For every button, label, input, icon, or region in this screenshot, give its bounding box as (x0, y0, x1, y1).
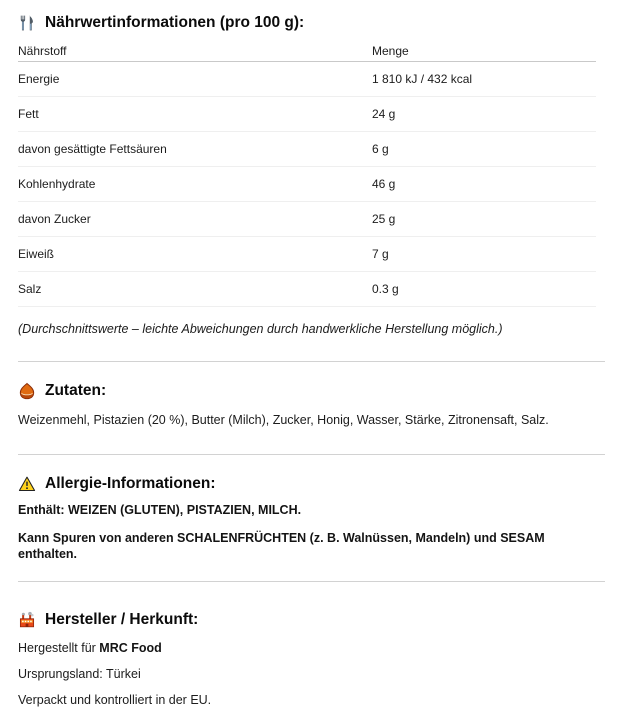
allergy-traces-line: Kann Spuren von anderen SCHALENFRÜCHTEN (z. B. Walnüssen, Mandeln) und SESAM enthalten. (18, 531, 545, 561)
nutrient-amount: 46 g (372, 177, 396, 191)
table-row-gesaettigte-fettsaeuren (18, 132, 596, 167)
allergy-section-title (18, 473, 605, 494)
ingredients-title-text: Zutaten: (45, 382, 107, 399)
ingredients-section-title (18, 380, 605, 401)
nutrient-name: Fett (18, 107, 39, 121)
manufacturer-title-text: Hersteller / Herkunft: (45, 611, 199, 628)
table-row-kohlenhydrate (18, 167, 596, 202)
nutrient-name: Kohlenhydrate (18, 177, 96, 191)
made-for-prefix: Hergestellt für (18, 641, 100, 655)
chestnut-icon (18, 382, 36, 400)
nutrient-name: Salz (18, 282, 42, 296)
ingredients-list-text: Weizenmehl, Pistazien (20 %), Butter (Milch), Zucker, Honig, Wasser, Stärke, Zitronensaft, Salz. (18, 413, 549, 427)
warning-triangle-icon (18, 475, 36, 493)
allergy-contains-line: Enthält: WEIZEN (GLUTEN), PISTAZIEN, MILCH. (18, 503, 302, 517)
table-row-zucker (18, 202, 596, 237)
packed-in-eu-line: Verpackt und kontrolliert in der EU. (18, 693, 212, 707)
made-for-brand: MRC Food (99, 641, 162, 655)
allergy-title-text: Allergie-Informationen: (45, 475, 216, 492)
column-header-nutrient: Nährstoff (18, 43, 67, 58)
section-divider (18, 454, 605, 455)
nutrient-name: Eiweiß (18, 247, 55, 261)
factory-icon (18, 611, 36, 629)
section-divider (18, 581, 605, 582)
averages-disclaimer-note: (Durchschnittswerte – leichte Abweichungen durch handwerkliche Herstellung möglich.) (18, 322, 503, 336)
manufacturer-section (18, 609, 605, 708)
column-header-amount: Menge (372, 43, 409, 58)
section-divider (18, 361, 605, 362)
table-row-energie (18, 62, 596, 97)
nutrition-table (18, 40, 596, 307)
manufacturer-section-title (18, 609, 605, 630)
nutrient-name: davon Zucker (18, 212, 91, 226)
origin-country-line: Ursprungsland: Türkei (18, 667, 141, 681)
nutrient-amount: 6 g (372, 142, 389, 156)
allergy-section (18, 473, 605, 562)
table-row-eiweiss (18, 237, 596, 272)
nutrient-name: davon gesättigte Fettsäuren (18, 142, 167, 156)
nutrient-amount: 1 810 kJ / 432 kcal (372, 72, 473, 86)
nutrient-amount: 25 g (372, 212, 396, 226)
nutrition-table-header (18, 40, 596, 62)
nutrition-title-text: Nährwertinformationen (pro 100 g): (45, 14, 305, 31)
nutrition-section-title (18, 12, 605, 33)
nutrient-amount: 24 g (372, 107, 396, 121)
nutrient-amount: 7 g (372, 247, 389, 261)
table-row-fett (18, 97, 596, 132)
fork-and-knife-icon (18, 14, 36, 32)
table-row-salz (18, 272, 596, 307)
ingredients-section (18, 380, 605, 428)
nutrient-amount: 0.3 g (372, 282, 399, 296)
made-for-line (18, 640, 605, 656)
nutrient-name: Energie (18, 72, 60, 86)
